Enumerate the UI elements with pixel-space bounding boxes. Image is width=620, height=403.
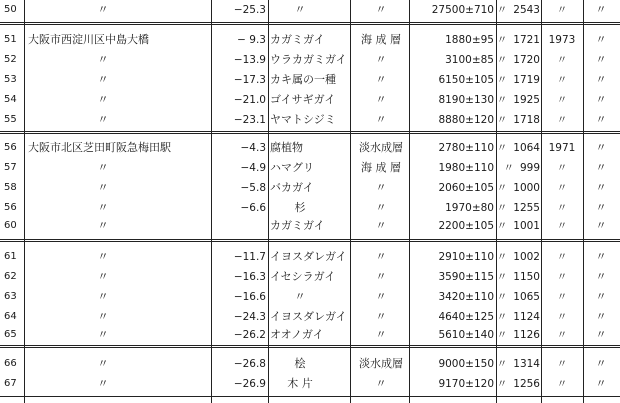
row-number: 56 xyxy=(4,142,17,153)
material-cell: 腐植物 xyxy=(270,141,303,154)
depth-cell: −17.3 xyxy=(233,74,266,86)
depth-cell: −25.3 xyxy=(233,4,266,16)
age-cell: 2200±105 xyxy=(438,220,494,232)
row-number: 53 xyxy=(4,74,17,85)
row-number: 63 xyxy=(4,291,17,302)
code-number: 1000 xyxy=(513,182,540,194)
year-cell: 1973 xyxy=(548,34,576,46)
stratum-cell: 海 成 層 xyxy=(361,161,401,174)
table-row xyxy=(0,216,620,236)
depth-cell xyxy=(214,216,266,236)
remarks-cell: 〃 xyxy=(595,141,607,154)
code-number: 1719 xyxy=(513,74,540,86)
year-cell: 〃 xyxy=(556,54,568,66)
row-number: 52 xyxy=(4,54,17,65)
code-ditto: 〃 xyxy=(503,162,514,174)
code-number: 1721 xyxy=(513,34,540,46)
age-cell: 4640±125 xyxy=(438,311,494,323)
year-cell: 〃 xyxy=(556,94,568,106)
code-ditto: 〃 xyxy=(496,142,508,154)
stratum-cell: 〃 xyxy=(375,181,387,194)
code-ditto: 〃 xyxy=(496,291,508,303)
code-ditto: 〃 xyxy=(496,114,508,126)
code-cell xyxy=(496,178,540,198)
location-cell: 〃 xyxy=(97,201,109,214)
stratum-cell: 〃 xyxy=(375,270,387,283)
material-cell: ヤマトシジミ xyxy=(270,113,336,126)
row-number: 54 xyxy=(4,94,17,105)
code-ditto: 〃 xyxy=(496,54,508,66)
table-row xyxy=(0,158,620,178)
stratum-cell: 〃 xyxy=(375,3,387,16)
depth-cell: −5.8 xyxy=(240,182,266,194)
year-cell: 〃 xyxy=(556,329,568,341)
section-rule xyxy=(0,133,620,134)
location-cell: 〃 xyxy=(97,270,109,283)
table-row xyxy=(0,70,620,90)
code-cell xyxy=(496,198,540,218)
code-ditto: 〃 xyxy=(496,202,508,214)
year-cell: 〃 xyxy=(556,162,568,174)
age-cell: 8190±130 xyxy=(438,94,494,106)
code-cell xyxy=(496,110,540,130)
code-cell xyxy=(496,267,540,287)
depth-cell: −23.1 xyxy=(233,114,266,126)
year-cell: 1971 xyxy=(548,142,576,154)
code-ditto: 〃 xyxy=(496,311,508,323)
code-ditto: 〃 xyxy=(496,74,508,86)
code-number: 1150 xyxy=(513,271,540,283)
row-number: 51 xyxy=(4,34,17,45)
remarks-cell: 〃 xyxy=(595,377,607,390)
table-row xyxy=(0,325,620,345)
age-cell: 3590±115 xyxy=(438,271,494,283)
material-cell: イセシラガイ xyxy=(270,270,336,283)
age-cell: 9000±150 xyxy=(438,358,494,370)
remarks-cell: 〃 xyxy=(595,113,607,126)
remarks-cell: 〃 xyxy=(595,328,607,341)
age-cell: 1980±110 xyxy=(438,162,494,174)
age-cell: 2060±105 xyxy=(438,182,494,194)
table-row xyxy=(0,267,620,287)
stratum-cell: 淡水成層 xyxy=(359,357,403,370)
table-row xyxy=(0,110,620,130)
code-ditto: 〃 xyxy=(496,251,508,263)
material-cell: カガミガイ xyxy=(270,33,325,46)
depth-cell: −4.9 xyxy=(240,162,266,174)
remarks-cell: 〃 xyxy=(595,357,607,370)
depth-cell: −4.3 xyxy=(240,142,266,154)
year-cell: 〃 xyxy=(556,291,568,303)
code-cell xyxy=(496,216,540,236)
material-cell: 桧 xyxy=(294,357,306,370)
material-cell: 木 片 xyxy=(287,377,313,390)
code-number: 1126 xyxy=(513,329,540,341)
material-cell: ゴイサギガイ xyxy=(270,93,336,106)
location-cell: 大阪市西淀川区中島大橋 xyxy=(28,33,149,46)
location-cell: 〃 xyxy=(97,250,109,263)
material-cell: 〃 xyxy=(294,3,306,16)
row-number: 66 xyxy=(4,358,17,369)
row-number: 55 xyxy=(4,114,17,125)
stratum-cell: 〃 xyxy=(375,290,387,303)
code-ditto: 〃 xyxy=(496,220,508,232)
material-cell: 杉 xyxy=(294,201,306,214)
code-ditto: 〃 xyxy=(496,358,508,370)
code-number: 1255 xyxy=(513,202,540,214)
stratum-cell: 〃 xyxy=(375,310,387,323)
row-number: 56 xyxy=(4,202,17,213)
age-cell: 1880±95 xyxy=(445,34,494,46)
code-cell xyxy=(496,90,540,110)
section-rule xyxy=(0,239,620,240)
remarks-cell: 〃 xyxy=(595,73,607,86)
depth-cell: −16.6 xyxy=(233,291,266,303)
location-cell: 〃 xyxy=(97,161,109,174)
depth-cell: −21.0 xyxy=(233,94,266,106)
depth-cell: −26.9 xyxy=(233,378,266,390)
code-number: 1314 xyxy=(513,358,540,370)
bottom-rule xyxy=(0,396,620,397)
material-cell: ウラカガミガイ xyxy=(270,53,347,66)
section-rule xyxy=(0,345,620,346)
table-row xyxy=(0,30,620,50)
stratum-cell: 〃 xyxy=(375,93,387,106)
code-ditto: 〃 xyxy=(496,271,508,283)
stratum-cell: 淡水成層 xyxy=(359,141,403,154)
stratum-cell: 〃 xyxy=(375,201,387,214)
remarks-cell: 〃 xyxy=(595,219,607,232)
stratum-cell: 〃 xyxy=(375,250,387,263)
row-number: 65 xyxy=(4,329,17,340)
location-cell: 〃 xyxy=(97,328,109,341)
material-cell: 〃 xyxy=(294,290,306,303)
code-number: 1002 xyxy=(513,251,540,263)
year-cell: 〃 xyxy=(556,378,568,390)
stratum-cell: 〃 xyxy=(375,53,387,66)
code-number: 1720 xyxy=(513,54,540,66)
year-cell: 〃 xyxy=(556,4,568,16)
location-cell: 〃 xyxy=(97,3,109,16)
code-cell xyxy=(496,70,540,90)
table-row xyxy=(0,90,620,110)
code-cell xyxy=(496,138,540,158)
row-number: 50 xyxy=(4,4,17,15)
stratum-cell: 海 成 層 xyxy=(361,33,401,46)
location-cell: 〃 xyxy=(97,219,109,232)
code-number: 1065 xyxy=(513,291,540,303)
remarks-cell: 〃 xyxy=(595,93,607,106)
year-cell: 〃 xyxy=(556,271,568,283)
table-row xyxy=(0,138,620,158)
location-cell: 〃 xyxy=(97,310,109,323)
table-row xyxy=(0,354,620,374)
remarks-cell: 〃 xyxy=(595,181,607,194)
age-cell: 2910±110 xyxy=(438,251,494,263)
remarks-cell: 〃 xyxy=(595,33,607,46)
year-cell: 〃 xyxy=(556,220,568,232)
material-cell: イヨスダレガイ xyxy=(270,310,347,323)
location-cell: 〃 xyxy=(97,73,109,86)
section-rule xyxy=(0,131,620,132)
code-number: 1256 xyxy=(513,378,540,390)
stratum-cell: 〃 xyxy=(375,377,387,390)
code-cell xyxy=(496,374,540,394)
depth-cell: −26.2 xyxy=(233,329,266,341)
material-cell: イヨスダレガイ xyxy=(270,250,347,263)
remarks-cell: 〃 xyxy=(595,290,607,303)
table-row xyxy=(0,287,620,307)
code-number: 1001 xyxy=(513,220,540,232)
stratum-cell: 〃 xyxy=(375,73,387,86)
row-number: 64 xyxy=(4,311,17,322)
code-ditto: 〃 xyxy=(496,4,508,16)
code-number: 2543 xyxy=(513,4,540,16)
code-cell xyxy=(496,158,540,178)
location-cell: 〃 xyxy=(97,93,109,106)
age-cell: 3420±110 xyxy=(438,291,494,303)
remarks-cell: 〃 xyxy=(595,161,607,174)
location-cell: 〃 xyxy=(97,181,109,194)
year-cell: 〃 xyxy=(556,182,568,194)
location-cell: 〃 xyxy=(97,377,109,390)
location-cell: 大阪市北区芝田町阪急梅田駅 xyxy=(28,141,171,154)
year-cell: 〃 xyxy=(556,311,568,323)
table-row xyxy=(0,0,620,20)
stratum-cell: 〃 xyxy=(375,113,387,126)
material-cell: バカガイ xyxy=(270,181,314,194)
code-cell xyxy=(496,287,540,307)
age-cell: 9170±120 xyxy=(438,378,494,390)
year-cell: 〃 xyxy=(556,202,568,214)
code-ditto: 〃 xyxy=(496,94,508,106)
code-cell xyxy=(496,0,540,20)
code-number: 1124 xyxy=(513,311,540,323)
code-number: 1925 xyxy=(513,94,540,106)
remarks-cell: 〃 xyxy=(595,53,607,66)
location-cell: 〃 xyxy=(97,53,109,66)
age-cell: 27500±710 xyxy=(431,4,494,16)
depth-cell: −16.3 xyxy=(233,271,266,283)
table-row xyxy=(0,198,620,218)
age-cell: 3100±85 xyxy=(445,54,494,66)
remarks-cell: 〃 xyxy=(595,201,607,214)
table-row xyxy=(0,50,620,70)
row-number: 67 xyxy=(4,378,17,389)
age-cell: 2780±110 xyxy=(438,142,494,154)
code-number: 1718 xyxy=(513,114,540,126)
age-cell: 5610±140 xyxy=(438,329,494,341)
remarks-cell: 〃 xyxy=(595,310,607,323)
material-cell: ハマグリ xyxy=(270,161,314,174)
table-row xyxy=(0,178,620,198)
depth-cell: −24.3 xyxy=(233,311,266,323)
remarks-cell: 〃 xyxy=(595,3,607,16)
depth-cell: −11.7 xyxy=(233,251,266,263)
age-cell: 6150±105 xyxy=(438,74,494,86)
code-number: 1064 xyxy=(513,142,540,154)
code-cell xyxy=(496,247,540,267)
code-ditto: 〃 xyxy=(496,34,508,46)
year-cell: 〃 xyxy=(556,74,568,86)
stratum-cell: 〃 xyxy=(375,328,387,341)
row-number: 61 xyxy=(4,251,17,262)
table-row xyxy=(0,374,620,394)
remarks-cell: 〃 xyxy=(595,270,607,283)
stratum-cell: 〃 xyxy=(375,219,387,232)
code-cell xyxy=(496,354,540,374)
code-cell xyxy=(496,30,540,50)
table-row xyxy=(0,307,620,327)
material-cell: オオノガイ xyxy=(270,328,324,341)
section-rule xyxy=(0,241,620,242)
code-ditto: 〃 xyxy=(496,182,508,194)
age-cell: 8880±120 xyxy=(438,114,494,126)
depth-cell: −6.6 xyxy=(240,202,266,214)
code-cell xyxy=(496,50,540,70)
code-cell xyxy=(496,325,540,345)
remarks-cell: 〃 xyxy=(595,250,607,263)
material-cell: カガミガイ xyxy=(270,219,325,232)
code-ditto: 〃 xyxy=(496,378,508,390)
code-number: 999 xyxy=(519,162,540,174)
location-cell: 〃 xyxy=(97,113,109,126)
year-cell: 〃 xyxy=(556,114,568,126)
year-cell: 〃 xyxy=(556,251,568,263)
section-rule xyxy=(0,22,620,23)
table-row xyxy=(0,247,620,267)
code-cell xyxy=(496,307,540,327)
section-rule xyxy=(0,24,620,25)
location-cell: 〃 xyxy=(97,357,109,370)
year-cell: 〃 xyxy=(556,358,568,370)
section-rule xyxy=(0,347,620,348)
row-number: 57 xyxy=(4,162,17,173)
location-cell: 〃 xyxy=(97,290,109,303)
row-number: 60 xyxy=(4,220,17,231)
depth-cell: −26.8 xyxy=(233,358,266,370)
code-ditto: 〃 xyxy=(496,329,508,341)
row-number: 62 xyxy=(4,271,17,282)
age-cell: 1970±80 xyxy=(445,202,494,214)
depth-cell: −13.9 xyxy=(233,54,266,66)
depth-cell: − 9.3 xyxy=(237,34,266,46)
row-number: 58 xyxy=(4,182,17,193)
material-cell: カキ属の一種 xyxy=(270,73,336,86)
